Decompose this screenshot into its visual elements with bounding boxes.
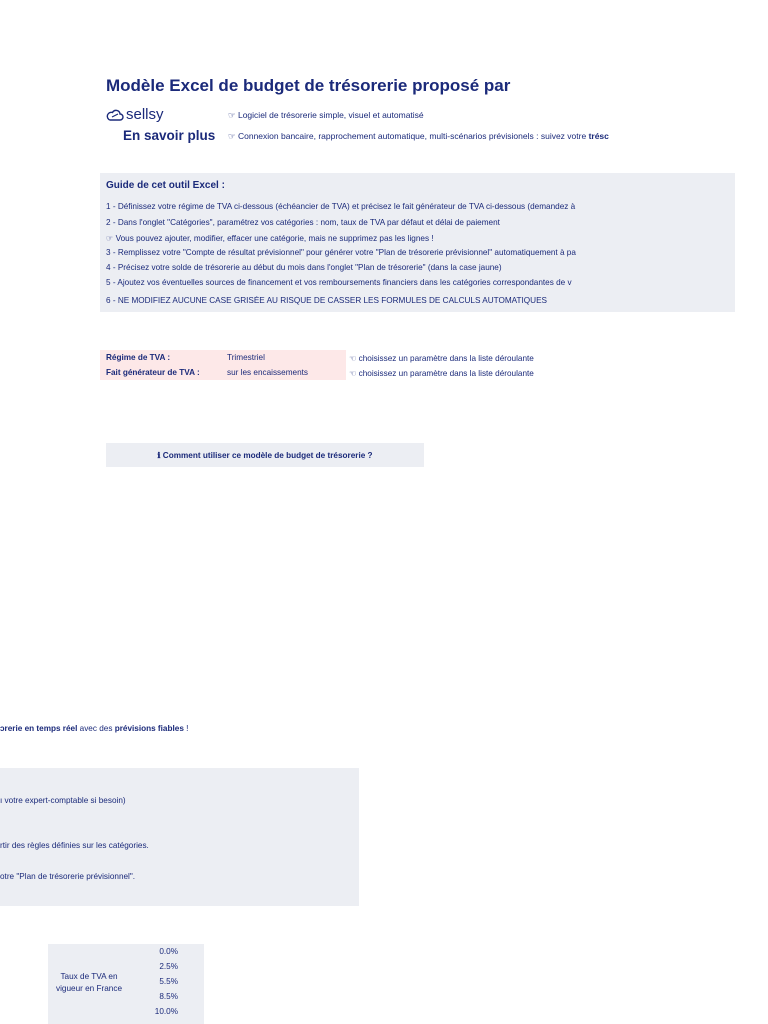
logo-text: sellsy [126,106,164,123]
guide-step-6: 6 - NE MODIFIEZ AUCUNE CASE GRISÉE AU RISQUE DE CASSER LES FORMULES DE CALCULS AUTOMATIQUES [106,296,548,305]
tva-rates-label: Taux de TVA en vigueur en France [56,972,122,993]
page-title: Modèle Excel de budget de trésorerie proposé par [106,76,511,95]
guide-step-3: 3 - Remplissez votre "Compte de résultat prévisionnel" pour générer votre "Plan de trésorerie prévisionnel" automatiquement à pa [106,248,576,257]
tva-rate: 10.0% [154,1007,178,1016]
regime-label: Régime de TVA : [106,353,171,362]
guide-step-4: 4 - Précisez votre solde de trésorerie au début du mois dans l'onglet "Plan de trésorerie" (dans la case jaune) [106,263,502,272]
fait-generateur-select[interactable]: sur les encaissements [227,368,308,377]
feature-line-1: ☞ Logiciel de trésorerie simple, visuel et automatisé [228,110,424,120]
learn-more-link[interactable]: En savoir plus [123,128,216,143]
feature-bold-tail: trésc [588,131,609,141]
how-to-use-button[interactable]: ℹ Comment utiliser ce modèle de budget de trésorerie ? [106,443,424,467]
cloud-icon [106,108,124,122]
tva-rate: 5.5% [159,977,178,986]
sellsy-logo[interactable] [106,106,164,123]
overflow-line-5: otre "Plan de trésorerie prévisionnel". [0,872,136,881]
guide-title: Guide de cet outil Excel : [106,180,225,191]
tva-rate: 8.5% [159,992,178,1001]
overflow-line-1: ı votre expert-comptable si besoin) [0,796,126,805]
guide-step-5: 5 - Ajoutez vos éventuelles sources de financement et vos remboursements financiers dans les catégories correspondantes de v [106,278,572,287]
regime-hint: ☜ choisissez un paramètre dans la liste déroulante [349,354,534,363]
fait-generateur-hint: ☜ choisissez un paramètre dans la liste déroulante [349,369,534,378]
tva-rate: 0.0% [159,947,178,956]
guide-overflow-panel [0,768,359,906]
regime-select[interactable]: Trimestriel [227,353,265,362]
realtime-text: ɔrerie en temps réel avec des prévisions fiables ! [0,724,189,733]
fait-generateur-label: Fait générateur de TVA : [106,368,200,377]
guide-step-1: 1 - Définissez votre régime de TVA ci-dessous (échéancier de TVA) et précisez le fait générateur de TVA ci-dessous (demandez à [106,202,576,211]
overflow-line-3: rtir des règles définies sur les catégories. [0,841,149,850]
guide-tip: ☞ Vous pouvez ajouter, modifier, effacer une catégorie, mais ne supprimez pas les lignes ! [106,234,434,243]
tva-rate: 2.5% [159,962,178,971]
guide-step-2: 2 - Dans l'onglet "Catégories", paramétrez vos catégories : nom, taux de TVA par défaut et délai de paiement [106,218,500,227]
feature-line-2: ☞ Connexion bancaire, rapprochement automatique, multi-scénarios prévisionels : suivez votre trésc [228,131,609,141]
